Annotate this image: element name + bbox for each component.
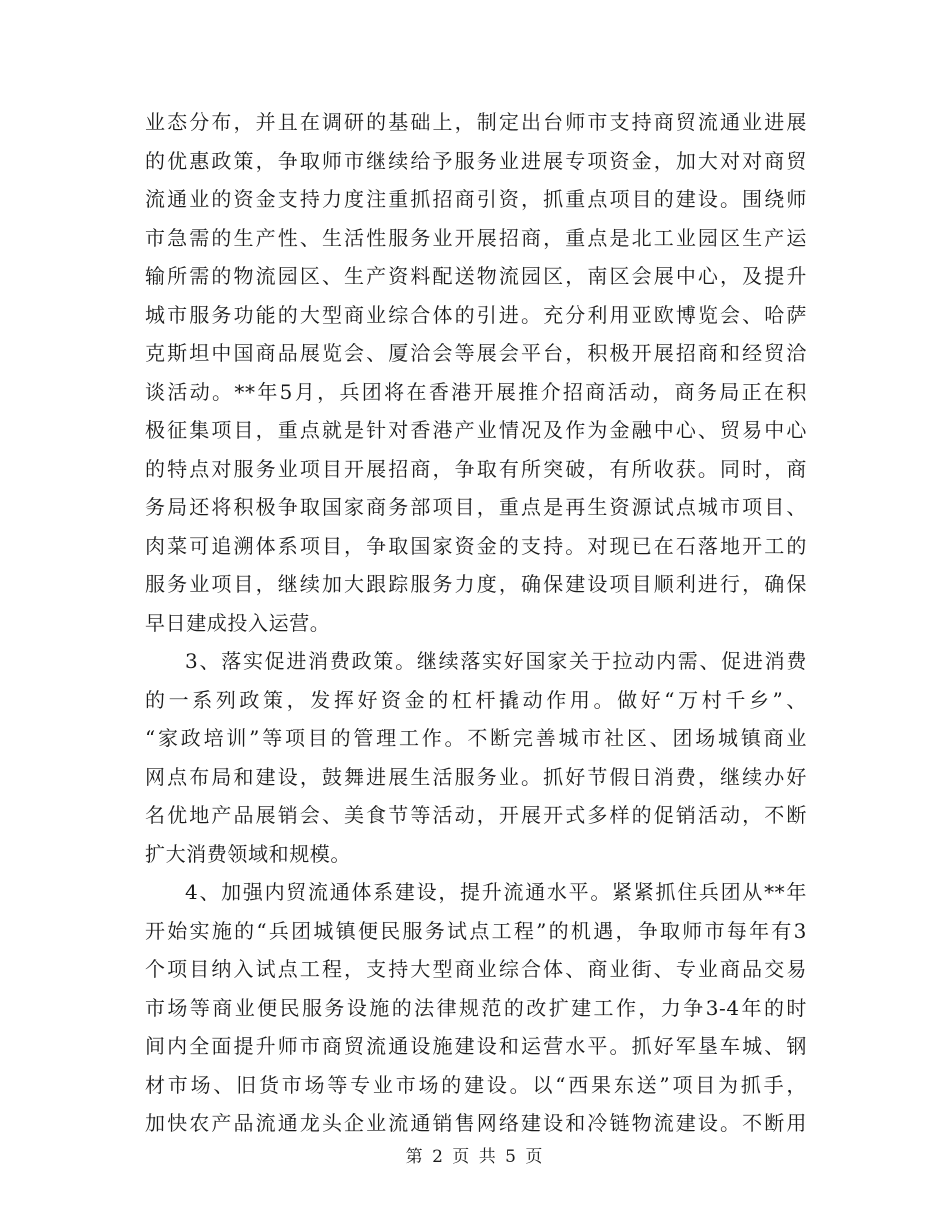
text-line: 流通业的资金支持力度注重抓招商引资，抓重点项目的建设。围绕师 (145, 187, 807, 211)
text-line: 肉菜可追溯体系项目，争取国家资金的支持。对现已在石落地开工的 (145, 533, 807, 558)
text-line: 加快农产品流通龙头企业流通销售网络建设和冷链物流建设。不断用 (145, 1111, 807, 1135)
text-line: 谈活动。**年5月，兵团将在香港开展推介招商活动，商务局正在积 (145, 379, 807, 404)
text-line: 材市场、旧货市场等专业市场的建设。以“西果东送”项目为抓手， (145, 1072, 807, 1097)
text-line: 网点布局和建设，鼓舞进展生活服务业。抓好节假日消费，继续办好 (145, 764, 807, 789)
text-line: 城市服务功能的大型商业综合体的引进。充分利用亚欧博览会、哈萨 (145, 302, 807, 327)
text-line: 极征集项目，重点就是针对香港产业情况及作为金融中心、贸易中心 (145, 418, 807, 442)
text-line: 务局还将积极争取国家商务部项目，重点是再生资源试点城市项目、 (145, 495, 807, 519)
text-line: 市急需的生产性、生活性服务业开展招商，重点是北工业园区生产运 (145, 225, 807, 250)
text-line: 服务业项目，继续加大跟踪服务力度，确保建设项目顺利进行，确保 (145, 572, 807, 596)
text-line-paragraph-start: 4、加强内贸流通体系建设，提升流通水平。紧紧抓住兵团从**年 (185, 880, 807, 904)
text-line: 克斯坦中国商品展览会、厦洽会等展会平台，积极开展招商和经贸洽 (145, 341, 807, 365)
text-line: 输所需的物流园区、生产资料配送物流园区，南区会展中心，及提升 (145, 264, 807, 288)
text-line-paragraph-end: 早日建成投入运营。 (145, 610, 331, 635)
text-line: “家政培训”等项目的管理工作。不断完善城市社区、团场城镇商业 (145, 726, 807, 750)
text-line: 的特点对服务业项目开展招商，争取有所突破，有所收获。同时，商 (145, 456, 807, 481)
text-line: 开始实施的“兵团城镇便民服务试点工程”的机遇，争取师市每年有3 (145, 918, 807, 943)
text-line: 市场等商业便民服务设施的法律规范的改扩建工作，力争3-4年的时 (145, 995, 807, 1020)
text-line-paragraph-end: 扩大消费领域和规模。 (145, 841, 351, 866)
document-body (145, 103, 807, 1143)
text-line-paragraph-start: 3、落实促进消费政策。继续落实好国家关于拉动内需、促进消费 (185, 649, 807, 673)
text-line: 间内全面提升师市商贸流通设施建设和运营水平。抓好军垦车城、钢 (145, 1034, 807, 1058)
text-line: 业态分布，并且在调研的基础上，制定出台师市支持商贸流通业进展 (145, 110, 807, 134)
text-line: 名优地产品展销会、美食节等活动，开展开式多样的促销活动，不断 (145, 803, 807, 827)
text-line: 的一系列政策，发挥好资金的杠杆撬动作用。做好“万村千乡”、 (145, 687, 807, 712)
page-number-footer: 第 2 页 共 5 页 (405, 1147, 545, 1167)
text-line: 的优惠政策，争取师市继续给予服务业进展专项资金，加大对对商贸 (145, 148, 807, 173)
text-line: 个项目纳入试点工程，支持大型商业综合体、商业街、专业商品交易 (145, 957, 807, 981)
